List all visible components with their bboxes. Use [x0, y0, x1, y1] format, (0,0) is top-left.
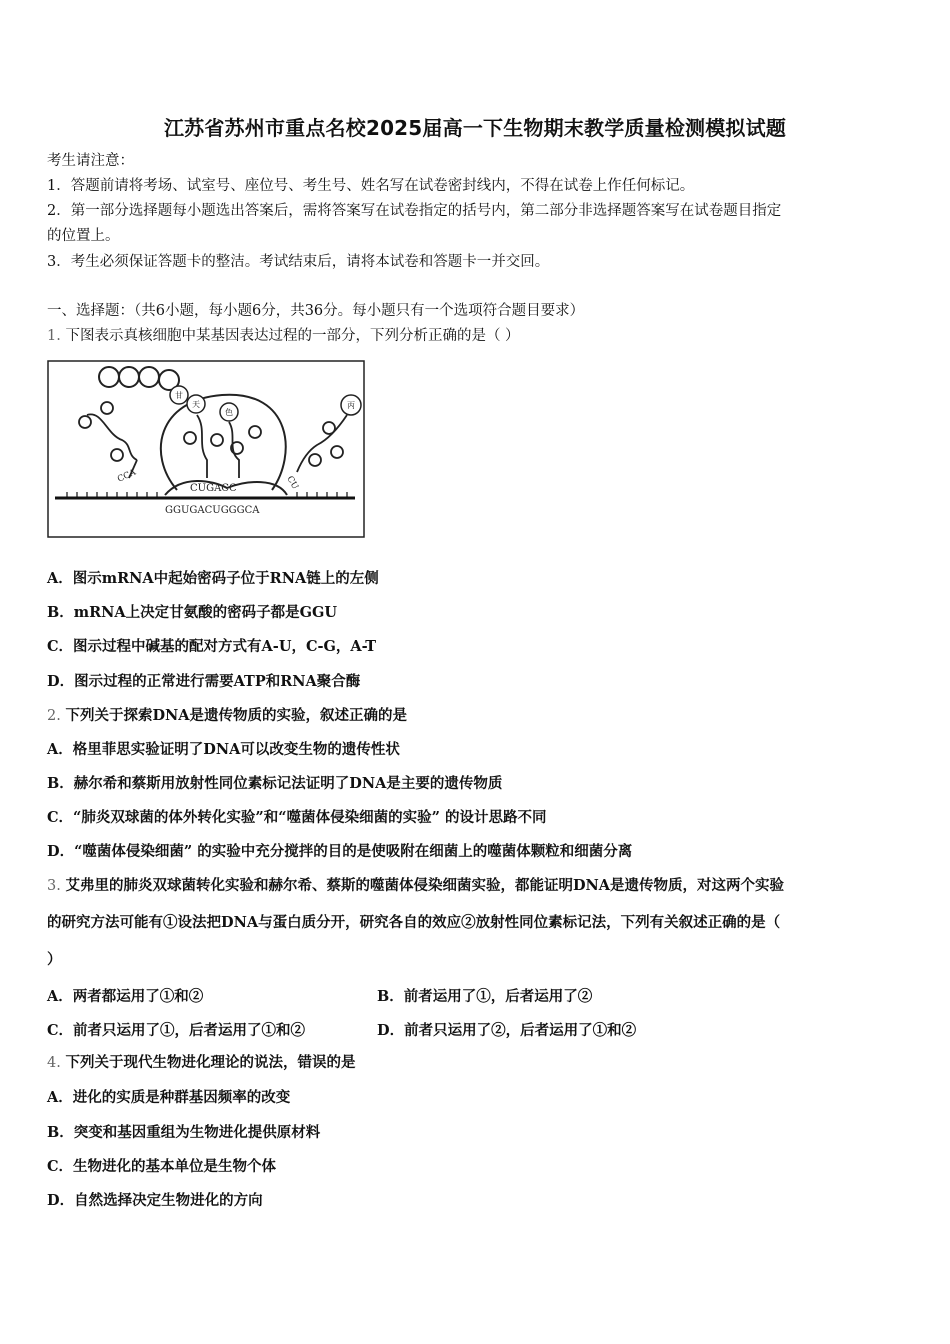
notice-item: 3．考生必须保证答题卡的整洁。考试结束后，请将本试卷和答题卡一并交回。: [47, 254, 550, 270]
option[interactable]: [47, 1019, 305, 1040]
question-3-stem-cont: [47, 914, 780, 932]
notice-heading: 考生请注意：: [47, 153, 134, 169]
option[interactable]: [47, 1192, 263, 1210]
option[interactable]: [47, 985, 203, 1006]
option-label: A．: [47, 741, 73, 758]
option-text: 两者都运用了①和②: [72, 988, 204, 1005]
question-text: ）: [47, 951, 62, 968]
aa-label: 色: [225, 408, 233, 417]
anticodon-left: CCA: [116, 467, 138, 485]
question-number: 1.: [47, 328, 61, 344]
question-text: 艾弗里的肺炎双球菌转化实验和赫尔希、蔡斯的噬菌体侵染细菌实验，都能证明DNA是遗传物质，对这两个实验: [65, 877, 785, 894]
codon-pair: CUGACC: [190, 483, 237, 494]
page-title: 江苏省苏州市重点名校2025届高一下生物期末教学质量检测模拟试题: [163, 116, 787, 140]
option-label: A．: [47, 1089, 73, 1106]
question-text: 的研究方法可能有①设法把DNA与蛋白质分开，研究各自的效应②放射性同位素标记法，下列有关叙述正确的是（: [47, 914, 781, 931]
option[interactable]: [47, 809, 546, 827]
translation-diagram: [47, 360, 365, 538]
option-text: 赫尔希和蔡斯用放射性同位素标记法证明了DNA是主要的遗传物质: [73, 775, 503, 792]
option[interactable]: [47, 741, 400, 759]
option-label: A．: [47, 988, 73, 1005]
question-number: 3.: [47, 878, 61, 894]
option-text: 进化的实质是种群基因频率的改变: [72, 1089, 291, 1106]
option-text: mRNA上决定甘氨酸的密码子都是GGU: [73, 604, 338, 621]
option[interactable]: [47, 604, 337, 622]
option-text: 图示过程中碱基的配对方式有A-U，C-G，A-T: [73, 638, 377, 655]
option-label: A．: [47, 570, 73, 587]
question-text: 下图表示真核细胞中某基因表达过程的一部分，下列分析正确的是（ ）: [65, 328, 520, 344]
question-4-stem: [47, 1054, 355, 1072]
option-label: C．: [47, 638, 74, 655]
notice-item: 2．第一部分选择题每小题选出答案后，需将答案写在试卷指定的括号内，第二部分非选择题答案写在试卷题目指定: [47, 203, 782, 219]
option[interactable]: [47, 1124, 320, 1142]
aa-label: 丙: [347, 401, 355, 410]
option[interactable]: [47, 638, 376, 656]
option-label: C．: [47, 809, 74, 826]
option-text: 图示mRNA中起始密码子位于RNA链上的左侧: [72, 570, 379, 587]
option[interactable]: [47, 775, 502, 793]
option-text: 前者只运用了①，后者运用了①和②: [73, 1022, 306, 1039]
question-2-stem: [47, 707, 407, 725]
option[interactable]: [47, 570, 379, 588]
option-text: 生物进化的基本单位是生物个体: [73, 1158, 277, 1175]
option[interactable]: [377, 1019, 636, 1040]
section-heading: 一、选择题：（共6小题，每小题6分，共36分。每小题只有一个选项符合题目要求）: [47, 303, 585, 319]
option-text: 图示过程的正常进行需要ATP和RNA聚合酶: [74, 673, 361, 690]
option-text: 前者运用了①，后者运用了②: [403, 988, 593, 1005]
notice-item: 的位置上。: [47, 228, 120, 244]
option-label: C．: [47, 1022, 74, 1039]
option-text: “噬菌体侵染细菌” 的实验中充分搅拌的目的是使吸附在细菌上的噬菌体颗粒和细菌分离: [74, 843, 633, 860]
option-label: B．: [47, 604, 74, 621]
option-text: “肺炎双球菌的体外转化实验”和“噬菌体侵染细菌的实验” 的设计思路不同: [73, 809, 547, 826]
question-3-stem-cont: [47, 951, 62, 969]
option[interactable]: [47, 673, 360, 691]
option-label: D．: [47, 1192, 75, 1209]
option[interactable]: [47, 843, 632, 861]
option-text: 突变和基因重组为生物进化提供原材料: [73, 1124, 321, 1141]
option[interactable]: [47, 1158, 276, 1176]
notice-item: 1．答题前请将考场、试室号、座位号、考生号、姓名写在试卷密封线内，不得在试卷上作任何标记。: [47, 178, 695, 194]
option-label: B．: [377, 988, 404, 1005]
anticodon-right: CU: [284, 474, 300, 492]
option[interactable]: [377, 985, 592, 1006]
option-label: D．: [377, 1022, 405, 1039]
option-text: 格里菲思实验证明了DNA可以改变生物的遗传性状: [72, 741, 400, 758]
question-number: 2.: [47, 708, 61, 724]
question-1-stem: [47, 328, 520, 345]
option-label: B．: [47, 775, 74, 792]
option[interactable]: [47, 1089, 290, 1107]
option-label: C．: [47, 1158, 74, 1175]
option-label: B．: [47, 1124, 74, 1141]
aa-label: 甘: [175, 391, 183, 400]
question-text: 下列关于探索DNA是遗传物质的实验，叙述正确的是: [65, 707, 408, 724]
question-text: 下列关于现代生物进化理论的说法，错误的是: [65, 1054, 356, 1071]
mrna-sequence: GGUGACUGGGCA: [165, 505, 260, 516]
option-label: D．: [47, 843, 75, 860]
option-text: 前者只运用了②，后者运用了①和②: [404, 1022, 637, 1039]
option-label: D．: [47, 673, 75, 690]
question-number: 4.: [47, 1055, 61, 1071]
aa-label: 天: [192, 400, 200, 409]
option-text: 自然选择决定生物进化的方向: [74, 1192, 263, 1209]
question-3-stem: [47, 877, 784, 895]
